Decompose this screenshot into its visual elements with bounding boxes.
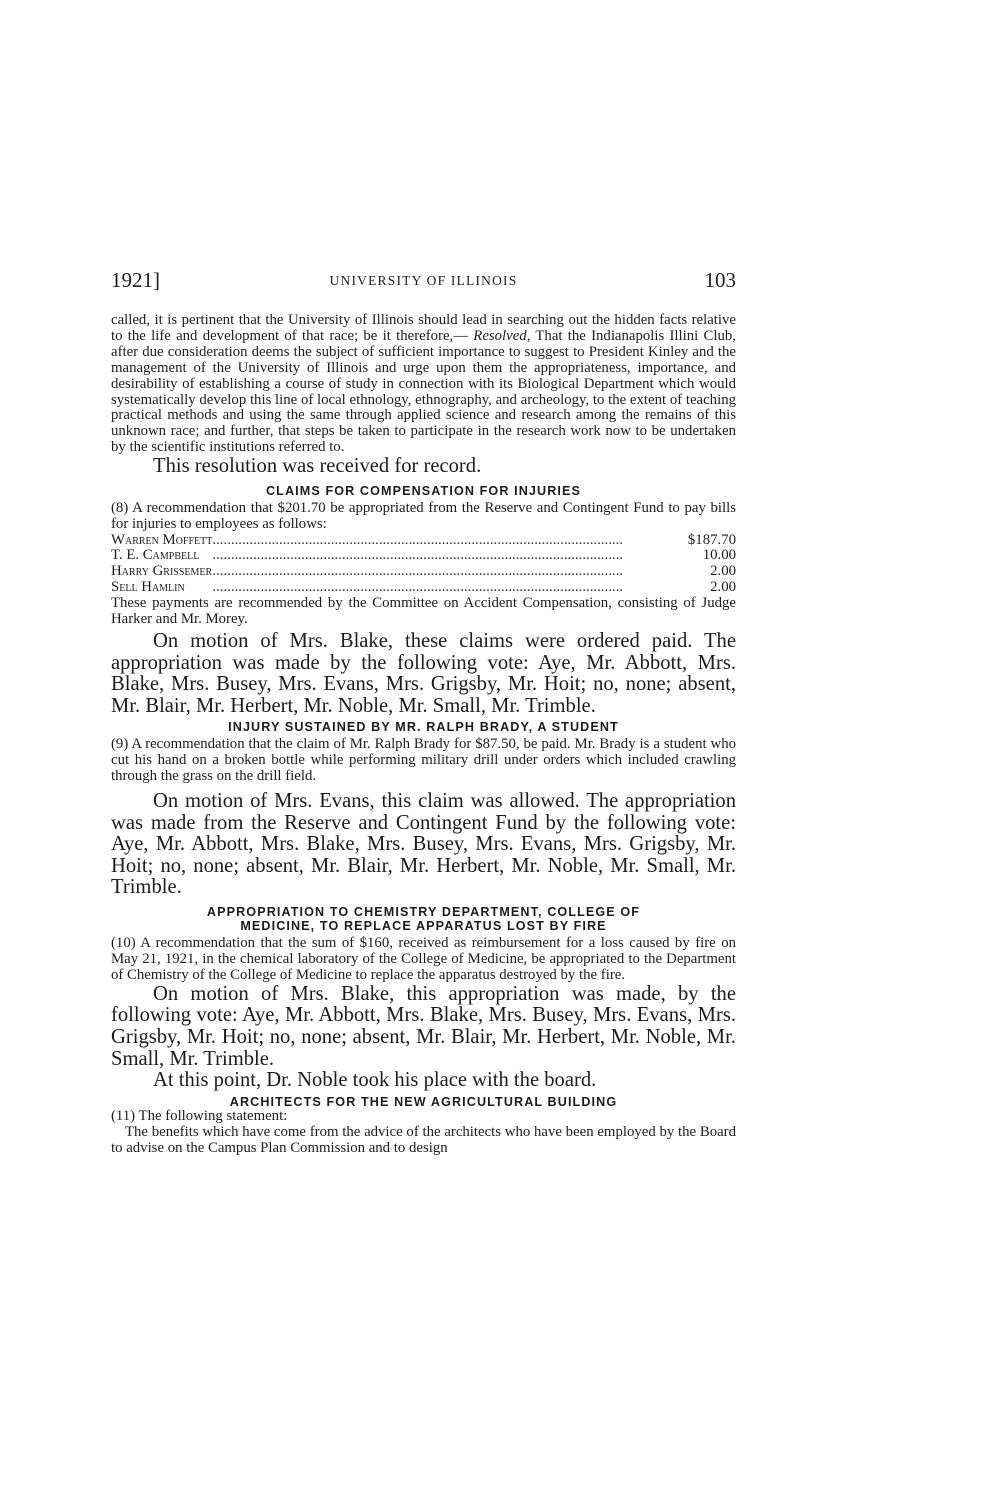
claim-amount: $187.70 <box>687 531 736 548</box>
running-header <box>111 268 736 298</box>
resolved-word: Resolved, <box>473 327 531 344</box>
injury-heading: INJURY SUSTAINED BY MR. RALPH BRADY, A STUDENT <box>228 720 619 735</box>
architects-text: The benefits which have come from the advice of the architects who have been employed by the Board to advise on the Campus Plan Commission and to design <box>111 1123 736 1156</box>
claims-note: These payments are recommended by the Committee on Accident Compensation, consisting of Judge Harker and Mr. Morey. <box>111 595 736 628</box>
resolution-part2: That the Indianapolis Illini Club, after due consideration deems the subject of sufficient importance to suggest to President Kinley and the management of the University of Illinois and urge upon them the appropriateness, importance, and desirability of establishing a course of study in connection with its Biological Department which would systematically develop this line of local ethnology, ethnography, and archeology, to the extent of teaching practical methods and using the same through applied science and research among the remains of this unknown race; and further, that steps be taken to participate in the research work now to be undertaken by the scientific institutions referred to. <box>111 327 736 456</box>
resolution-paragraph <box>111 313 736 456</box>
chemistry-motion: On motion of Mrs. Blake, this appropriation was made, by the following vote: Aye, Mr. Abbott, Mrs. Blake, Mrs. Busey, Mrs. Evans, Mrs. Grigsby, Mr. Hoit; no, none; absent, Mr. Blair, Mr. Herbert, Mr. Noble, Mr. Small, Mr. Trimble. <box>111 982 736 1070</box>
leader-dots: ............................................................................................................... <box>212 532 624 548</box>
noble-statement: At this point, Dr. Noble took his place with the board. <box>153 1069 597 1092</box>
claimant-name: Harry Grissemer <box>111 563 213 580</box>
claims-motion: On motion of Mrs. Blake, these claims were ordered paid. The appropriation was made by the following vote: Aye, Mr. Abbott, Mrs. Blake, Mrs. Busey, Mrs. Evans, Mrs. Grigsby, Mr. Hoit; no, none; absent, Mr. Blair, Mr. Herbert, Mr. Noble, Mr. Small, Mr. Trimble. <box>111 630 736 717</box>
injury-text: (9) A recommendation that the claim of Mr. Ralph Brady for $87.50, be paid. Mr. Brady is a student who cut his hand on a broken bottle while performing military drill under orders which included crawling through the grass on the drill field. <box>111 736 736 785</box>
claims-ledger <box>111 533 736 597</box>
ledger-row <box>111 564 736 580</box>
ledger-row <box>111 580 736 596</box>
leader-dots: ............................................................................................................... <box>212 580 624 596</box>
claims-intro: (8) A recommendation that $201.70 be appropriated from the Reserve and Contingent Fund to pay bills for injuries to employees as follows: <box>111 499 736 532</box>
ledger-row <box>111 533 736 549</box>
leader-dots: ............................................................................................................... <box>212 564 624 580</box>
ledger-row <box>111 548 736 564</box>
leader-dots: ............................................................................................................... <box>212 548 624 564</box>
claim-amount: 2.00 <box>710 563 736 580</box>
claimant-name: Warren Moffett <box>111 531 213 548</box>
header-title: UNIVERSITY OF ILLINOIS <box>329 273 518 288</box>
resolution-received: This resolution was received for record. <box>153 455 482 478</box>
injury-motion: On motion of Mrs. Evans, this claim was allowed. The appropriation was made from the Reserve and Contingent Fund by the following vote: Aye, Mr. Abbott, Mrs. Blake, Mrs. Busey, Mrs. Evans, Mrs. Grigsby, Mr. Hoit; no, none; absent, Mr. Blair, Mr. Herbert, Mr. Noble, Mr. Small, Mr. Trimble. <box>111 790 736 899</box>
claimant-name: Sell Hamlin <box>111 579 185 596</box>
chemistry-heading <box>111 905 736 933</box>
chemistry-heading-line2: MEDICINE, TO REPLACE APPARATUS LOST BY FIRE <box>240 919 607 934</box>
claims-heading: CLAIMS FOR COMPENSATION FOR INJURIES <box>265 483 582 498</box>
resolution-part1: called, it is pertinent that the University of Illinois should lead in searching out the hidden facts relative to the life and development of that race; be it therefore,— <box>111 312 736 344</box>
architects-heading: ARCHITECTS FOR THE NEW AGRICULTURAL BUILDING <box>229 1094 618 1109</box>
document-page <box>111 268 736 1156</box>
claimant-name: T. E. Campbell <box>111 547 200 564</box>
claim-amount: 2.00 <box>710 579 736 596</box>
chemistry-heading-line1: APPROPRIATION TO CHEMISTRY DEPARTMENT, COLLEGE OF <box>206 905 641 920</box>
claim-amount: 10.00 <box>702 547 736 564</box>
chemistry-text: (10) A recommendation that the sum of $160, received as reimbursement for a loss caused by fire on May 21, 1921, in the chemical laboratory of the College of Medicine, be appropriated to the Department of Chemistry of the College of Medicine to replace the apparatus destroyed by the fire. <box>111 935 736 983</box>
header-year: 1921] <box>111 268 160 292</box>
page-number: 103 <box>704 268 736 292</box>
architects-intro: (11) The following statement: <box>111 1107 288 1124</box>
